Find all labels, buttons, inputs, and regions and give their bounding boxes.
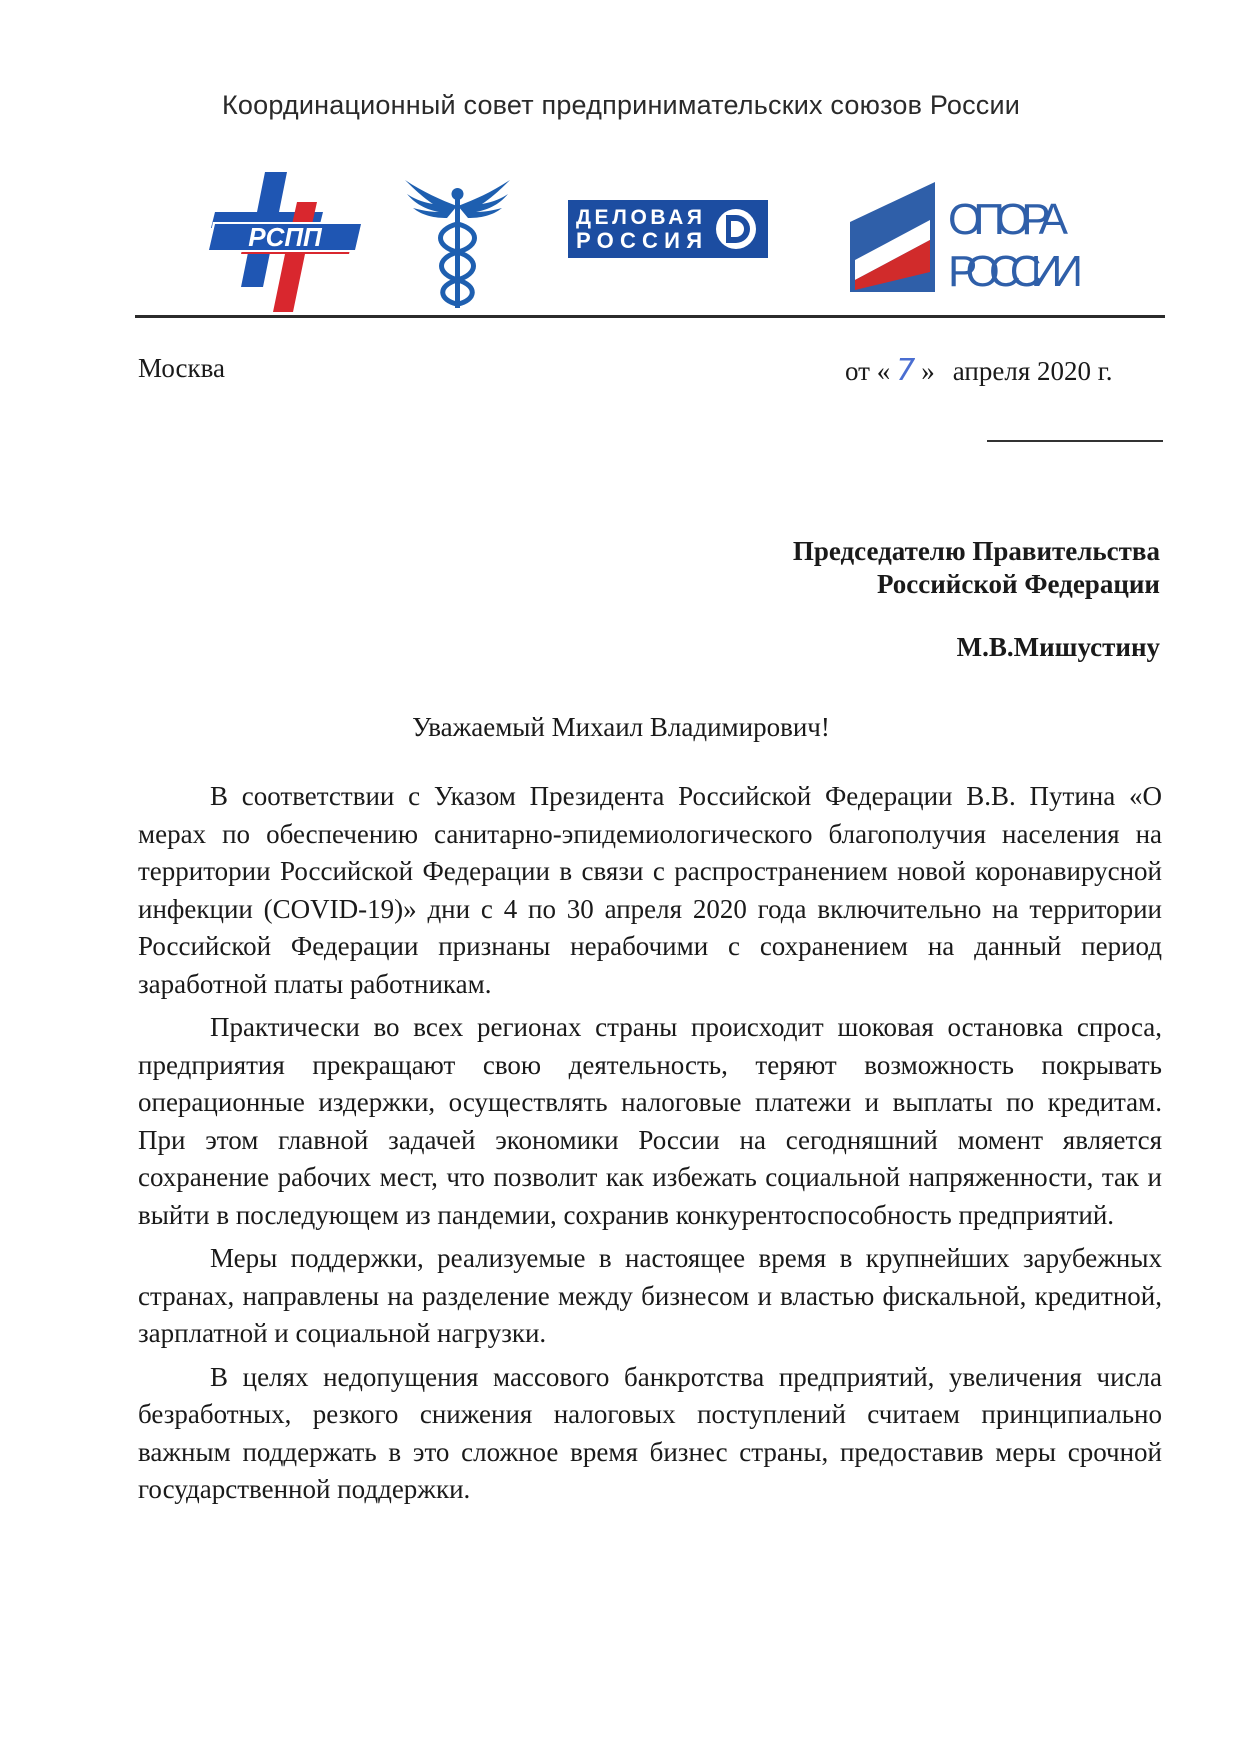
salutation: Уважаемый Михаил Владимирович! bbox=[412, 712, 830, 742]
addressee-block bbox=[793, 535, 1160, 664]
addressee-title-line1: Председателю Правительства bbox=[792, 536, 1160, 566]
tpp-caduceus-logo bbox=[405, 180, 510, 310]
date-prefix: от « bbox=[845, 356, 891, 386]
body-paragraph: Практически во всех регионах страны происходит шоковая остановка спроса, предприятия прекращают свою деятельность, теряют возможность покрывать операционные издержки, осуществлять налоговые платежи и выплаты по кредитам. При этом главной задачей экономики России на сегодняшний момент является сохранение рабочих мест, что позволит как избежать социальной напряженности, так и выйти в последующем из пандемии, сохранив конкурентоспособность предприятий. bbox=[138, 1012, 1162, 1230]
opora-rossii-logo bbox=[850, 182, 1100, 302]
opora-wordmark-1: ОПОРА bbox=[948, 195, 1068, 244]
body-paragraph: В соответствии с Указом Президента Российской Федерации В.В. Путина «О мерах по обеспечению санитарно-эпидемиологического благополучия населения на территории Российской Федерации в связи с распространением новой коронавирусной инфекции (COVID-19)» дни с 4 по 30 апреля 2020 года включительно на территории Российской Федерации признаны нерабочими с сохранением на данный период заработной платы работникам. bbox=[138, 781, 1162, 999]
letter-date bbox=[845, 353, 1113, 388]
header-divider bbox=[135, 315, 1165, 318]
body-paragraph: Меры поддержки, реализуемые в настоящее время в крупнейших зарубежных странах, направлены на разделение между бизнесом и властью фискальной, кредитной, зарплатной и социальной нагрузки. bbox=[138, 1243, 1162, 1348]
letter-city: Москва bbox=[138, 353, 225, 383]
letter-body bbox=[138, 778, 1162, 1515]
rspp-wordmark: РСПП bbox=[248, 222, 322, 252]
delros-wordmark-1: ДЕЛОВАЯ bbox=[576, 206, 702, 229]
opora-wordmark-2: РОССИИ bbox=[948, 247, 1083, 296]
date-day-handwritten: 7 bbox=[896, 353, 916, 388]
date-month-year: апреля 2020 г. bbox=[952, 356, 1113, 386]
delros-wordmark-2: РОССИЯ bbox=[576, 228, 702, 253]
addressee-title-line2: Российской Федерации bbox=[876, 569, 1160, 599]
body-paragraph: В целях недопущения массового банкротства предприятий, увеличения числа безработных, резкого снижения налоговых поступлений считаем принципиально важным поддержать в это сложное время бизнес страны, предоставив меры срочной государственной поддержки. bbox=[138, 1361, 1162, 1504]
rspp-logo bbox=[205, 172, 365, 312]
council-title: Координационный совет предпринимательских союзов России bbox=[221, 90, 1021, 120]
date-suffix: » bbox=[921, 356, 935, 386]
delovaya-rossiya-logo bbox=[568, 200, 768, 258]
addressee-name: М.В.Мишустину bbox=[956, 632, 1160, 662]
registration-number-line bbox=[987, 440, 1163, 442]
